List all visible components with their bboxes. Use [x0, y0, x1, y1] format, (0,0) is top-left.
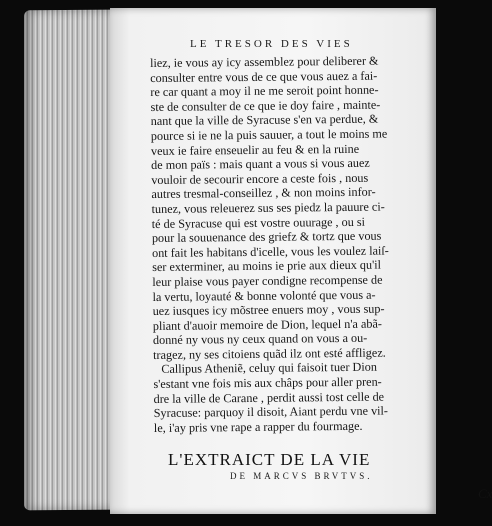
text-line: de mon païs : mais quant a vous si vous auez	[151, 155, 370, 173]
book-page-edges	[24, 10, 116, 511]
text-line: consulter entre vous de ce que vous auez a fai-	[150, 68, 378, 85]
text-line: nant que la ville de Syracuse s'en va perdue, &	[150, 111, 379, 129]
text-line: Callipus Atheniẽ, celuy qui faisoit tuer Dion	[161, 360, 377, 377]
text-line: dre la ville de Carane , perdit aussi tost celle de	[153, 389, 385, 406]
text-line: té de Syracuse qui est vostre ouurage , ou si	[151, 214, 366, 231]
text-line: s'estant vne fois mis aux châps pour aller pren-	[153, 374, 382, 392]
text-line: ste de consulter de ce que ie doy faire , mainte-	[150, 97, 381, 114]
text-line: ont fait les habitans d'icelle, vous les voulez laiſ-	[151, 243, 389, 260]
text-line: liez, ie vous ay icy assemblez pour deliberer &	[150, 53, 379, 70]
text-line: tunez, vous releuerez sus ses piedz la pauure ci-	[151, 199, 385, 216]
section-subtitle: DE MARCVS BRVTVS.	[230, 471, 373, 481]
section-title: L'EXTRAICT DE LA VIE	[168, 450, 371, 469]
running-head: LE TRESOR DES VIES	[190, 38, 353, 50]
text-line: pource si ie ne la puis sauuer, a tout le moins me	[150, 126, 388, 143]
text-line: veux ie faire enseuelir au feu & en la ruine	[150, 141, 360, 158]
signature-mark: Cx	[478, 486, 492, 501]
text-line: pliant d'auoir memoire de Dion, lequel n'a abã-	[152, 316, 382, 333]
body-text	[150, 53, 454, 436]
text-line: pour la souuenance des griefz & tortz que vous	[151, 228, 382, 246]
text-line: vouloir de secourir encore a ceste fois , nous	[151, 170, 369, 187]
text-line: tragez, ny ses citoiens quãd ilz ont esté affligez.	[153, 345, 386, 362]
text-line: uez iusques icy mõstree enuers moy , vous sup-	[152, 301, 385, 319]
text-line: re car quant a moy il ne me seroit point honne-	[150, 82, 379, 100]
text-line: donné ny vous ny ceux quand on vous a ou-	[152, 331, 368, 348]
text-line: autres tresmal-conseillez , & non moins infor-	[151, 184, 376, 202]
text-line: le, i'ay pris vne rape a rapper du fourmage.	[153, 418, 363, 435]
text-line: Syracuse: parquoy il disoit, Aiant perdu vne vil-	[153, 403, 389, 421]
book	[6, 2, 492, 518]
text-line: leur plaise vous payer condigne recompense de	[152, 272, 383, 289]
text-line: ser exterminer, au moins ie prie aux dieux qu'il	[152, 257, 382, 275]
book-page	[110, 8, 492, 514]
text-line: la vertu, loyauté & bonne volonté que vous a-	[152, 287, 376, 304]
